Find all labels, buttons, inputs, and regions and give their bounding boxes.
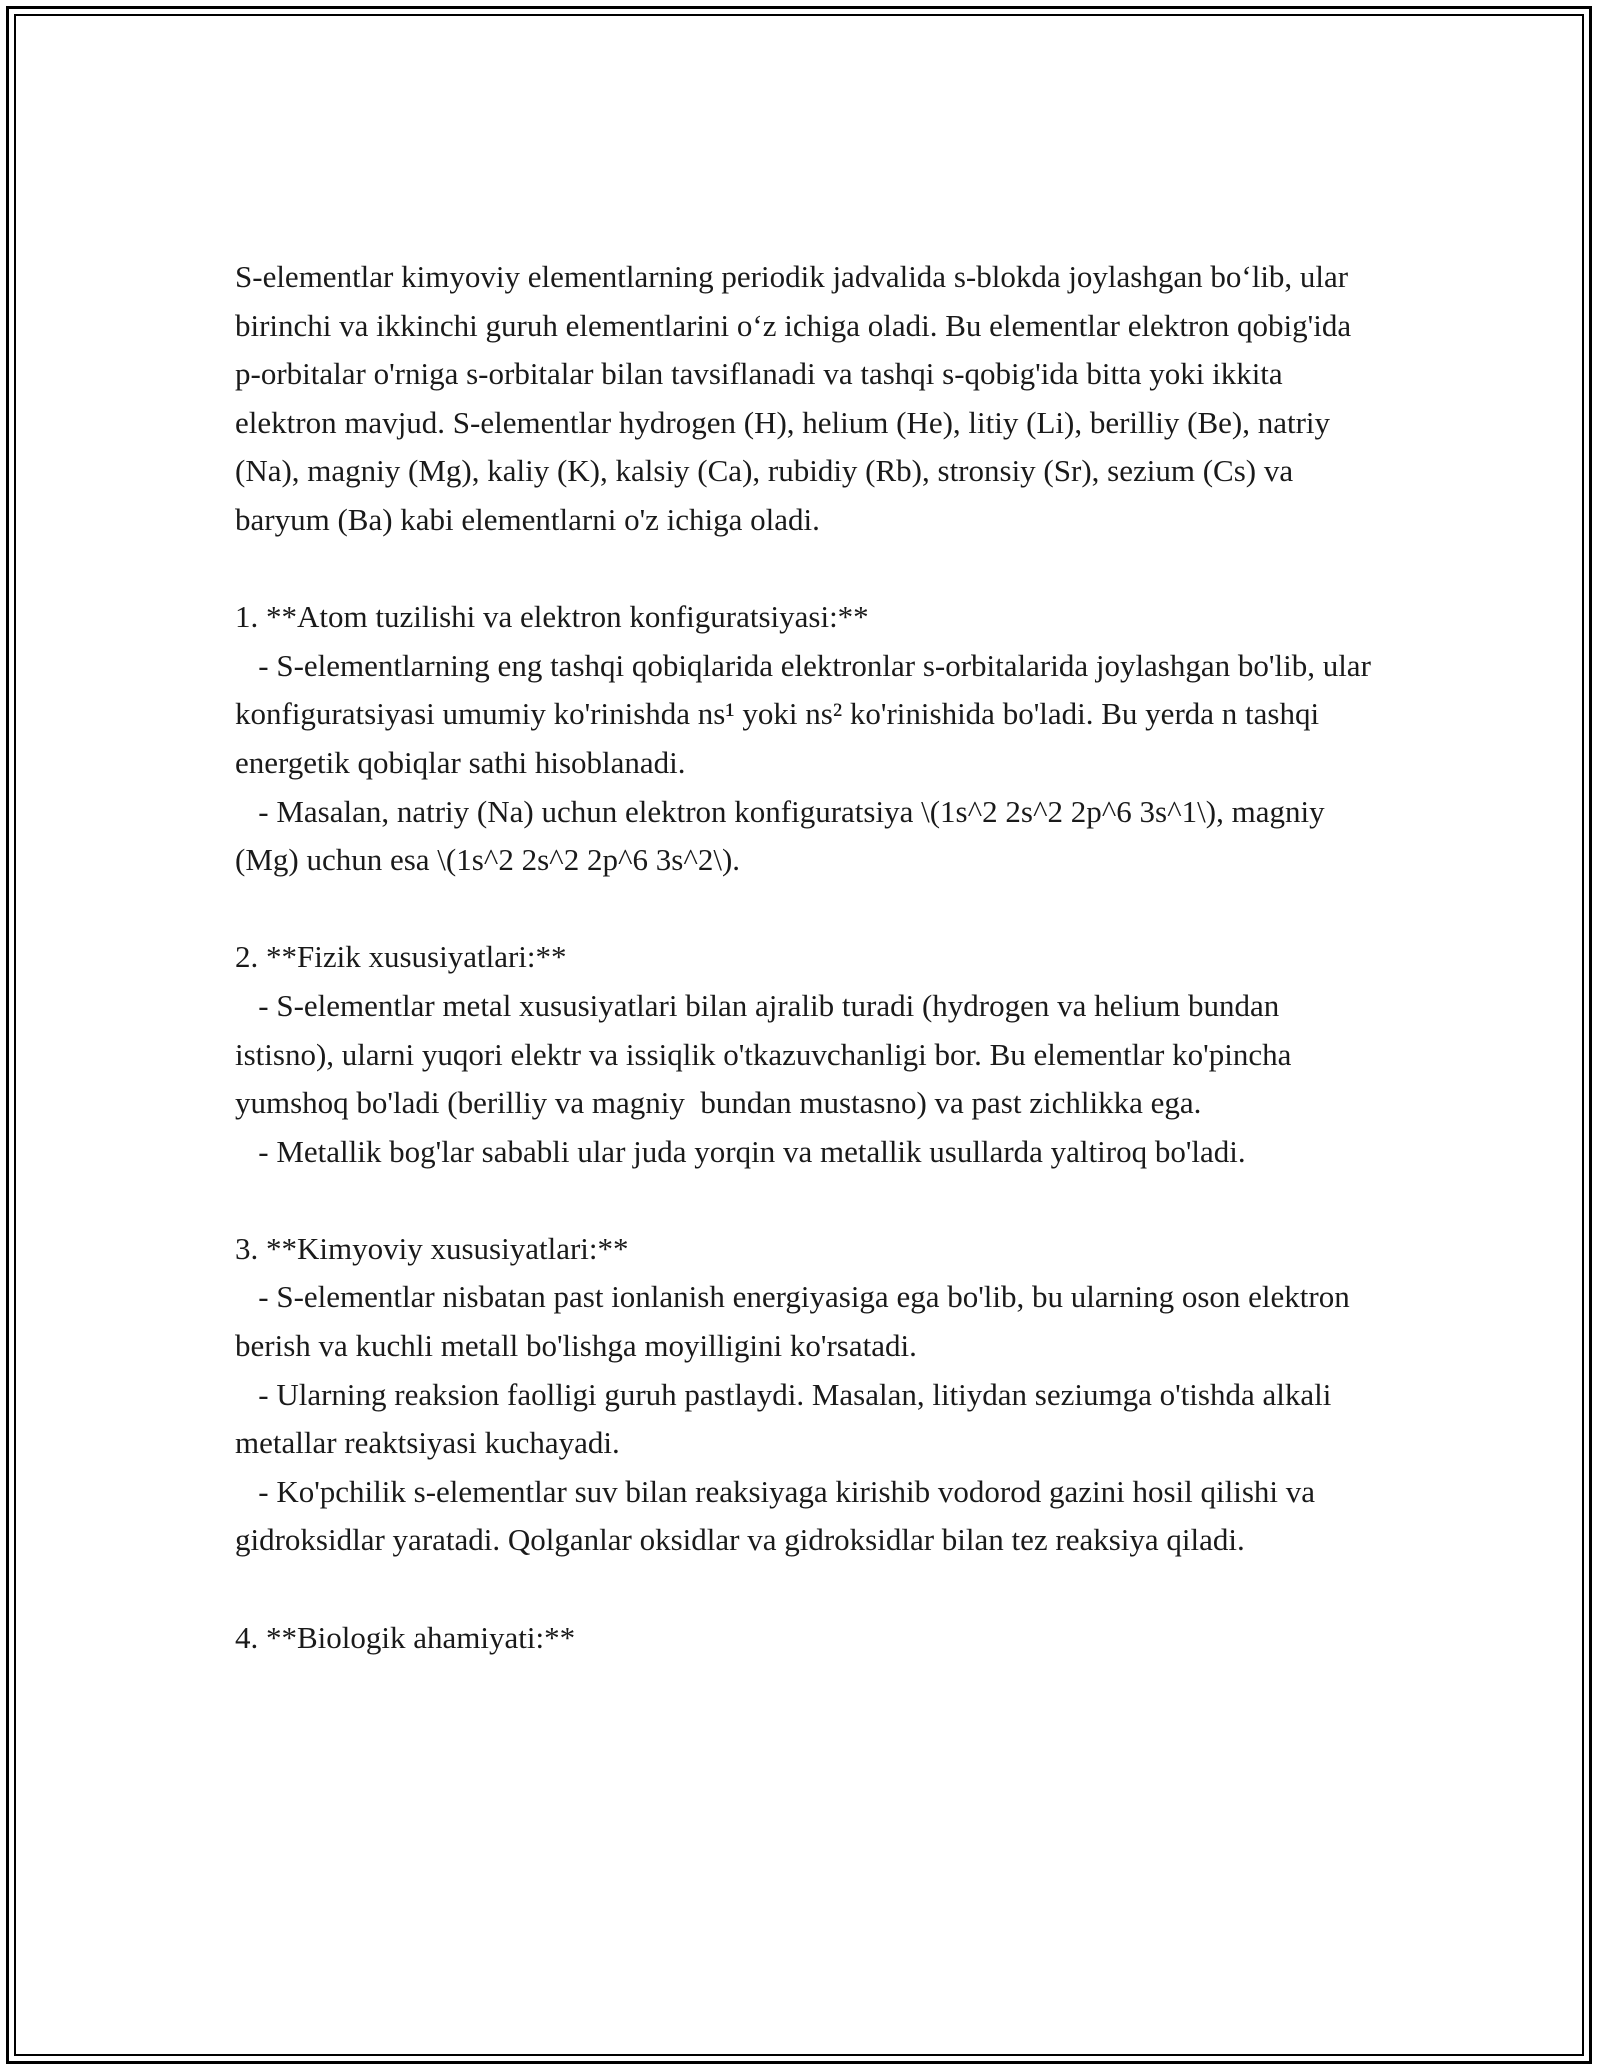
paragraph-gap	[235, 545, 1375, 594]
paragraph-gap	[235, 1176, 1375, 1225]
section-1-item-2: - Masalan, natriy (Na) uchun elektron konfiguratsiya \(1s^2 2s^2 2p^6 3s^1\), magniy (Mg) uchun esa \(1s^2 2s^2 2p^6 3s^2\).	[235, 793, 1333, 878]
section-1-heading: 1. **Atom tuzilishi va elektron konfiguratsiyasi:**	[235, 599, 869, 635]
section-2-item-2: - Metallik bog'lar sababli ular juda yorqin va metallik usullarda yaltiroq bo'ladi.	[235, 1133, 1246, 1169]
section-3-item-1: - S-elementlar nisbatan past ionlanish energiyasiga ega bo'lib, bu ularning oson elektron berish va kuchli metall bo'lishga moyilligini ko'rsatadi.	[235, 1279, 1358, 1364]
section-2-heading: 2. **Fizik xususiyatlari:**	[235, 939, 567, 975]
section-3-item-2: - Ularning reaksion faolligi guruh pastlaydi. Masalan, litiydan seziumga o'tishda alkali metallar reaktsiyasi kuchayadi.	[235, 1376, 1340, 1461]
document-body	[235, 253, 1379, 1662]
intro-paragraph: S-elementlar kimyoviy elementlarning periodik jadvalida s-blokda joylashgan bo‘lib, ular birinchi va ikkinchi guruh elementlarini o‘z ichiga oladi. Bu elementlar elektron qobig'ida p-orbitalar o'rniga s-orbitalar bilan tavsiflanadi va tashqi s-qobig'ida bitta yoki ikkita elektron mavjud. S-elementlar hydrogen (H), helium (He), litiy (Li), berilliy (Be), natriy (Na), magniy (Mg), kaliy (K), kalsiy (Ca), rubidiy (Rb), stronsiy (Sr), sezium (Cs) va baryum (Ba) kabi elementlarni o'z ichiga oladi.	[235, 259, 1359, 537]
section-1-item-1: - S-elementlarning eng tashqi qobiqlarida elektronlar s-orbitalarida joylashgan bo'lib, ular konfiguratsiyasi umumiy ko'rinishda ns¹ yoki ns² ko'rinishida bo'ladi. Bu yerda n tashqi energetik qobiqlar sathi hisoblanadi.	[235, 647, 1379, 780]
paragraph-gap	[235, 1565, 1375, 1614]
paragraph-gap	[235, 885, 1375, 934]
section-3-heading: 3. **Kimyoviy xususiyatlari:**	[235, 1230, 629, 1266]
section-3-item-3: - Ko'pchilik s-elementlar suv bilan reaksiyaga kirishib vodorod gazini hosil qilishi va gidroksidlar yaratadi. Qolganlar oksidlar va gidroksidlar bilan tez reaksiya qiladi.	[235, 1473, 1323, 1558]
section-2-item-1: - S-elementlar metal xususiyatlari bilan ajralib turadi (hydrogen va helium bundan istisno), ularni yuqori elektr va issiqlik o'tkazuvchanligi bor. Bu elementlar ko'pincha yumshoq bo'ladi (berilliy va magniy bundan mustasno) va past zichlikka ega.	[235, 987, 1300, 1121]
section-4-heading: 4. **Biologik ahamiyati:**	[235, 1619, 576, 1655]
